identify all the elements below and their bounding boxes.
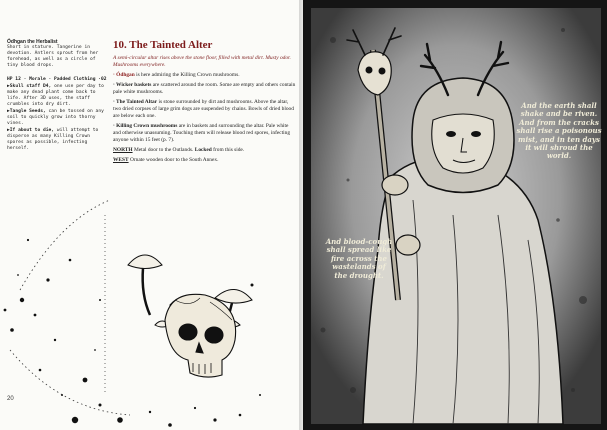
skull-mushroom-illustration (0, 180, 303, 430)
room-paragraph (113, 123, 296, 144)
left-page (0, 0, 303, 430)
prophecy-quote-bottom: And blood-cough shall spread like fire across the wastelands of the drought. (325, 237, 393, 280)
npc-name: Ódhgan the Herbalist (7, 39, 58, 45)
exit-north (113, 147, 296, 154)
exit-text: Metal door to the Outlands. (133, 147, 194, 153)
paragraph-text: are scattered around the room. Some are empty and others contain pale white mushrooms. (113, 82, 296, 95)
paragraph-lead: · Killing Crown mushrooms (113, 123, 178, 129)
exit-direction: WEST (113, 157, 129, 163)
npc-bullet-text: will attempt to disperse as many Killing Crown spores as possible, infecting herself. (7, 128, 99, 151)
npc-bullet: ▶If about to die, will attempt to disperse as many Killing Crown spores as possible, infecting herself. (7, 128, 99, 151)
paragraph-text: is here admiring the Killing Crown mushrooms. (136, 72, 240, 78)
exit-west (113, 157, 296, 164)
page-number: 20 (7, 396, 14, 402)
room-paragraph (113, 82, 296, 96)
paragraph-text: is stone surrounded by dirt and mushrooms. Above the altar, two dried corpses of large grim dogs are suspended by chains. Bowls of dried blood are below each one. (113, 99, 294, 119)
room-title: 10. The Tainted Alter (113, 39, 213, 51)
paragraph-text: are in baskets and surrounding the altar. Pale white and otherwise unassuming. Touching them will release blood red spores, infecting anyone within 15 feet (p. 7). (113, 123, 291, 143)
room-intro: A semi-circular altar rises above the stone floor, filled with metal dirt. Musty odor. Mushrooms everywhere. (113, 55, 291, 68)
paragraph-lead: · Ódhgan (113, 72, 135, 78)
npc-sidebar (7, 39, 107, 152)
npc-bullet-text: one use per day to make any dead plant come back to life. After 3D uses, the staff crumbles into dry dirt. (7, 84, 104, 107)
npc-bullet: ▶Skull staff D4, one use per day to make any dead plant come back to life. After 3D uses, the staff crumbles into dry dirt. (7, 84, 104, 107)
npc-description: Short in stature. Tangerine in devotion. Antlers sprout from her forehead, as well as a circle of tiny blood drops. (7, 45, 99, 68)
room-paragraph (113, 72, 296, 79)
room-description (113, 39, 296, 167)
npc-bullet-label: Skull staff D4, (9, 84, 52, 89)
paragraph-lead: · The Tainted Altar (113, 99, 158, 105)
prophecy-quote-top: And the earth shall shake and be riven. And from the cracks shall rise a poisonous mist, and in ten days it will shroud the world. (516, 101, 602, 161)
npc-bullet-label: If about to die, (9, 128, 55, 133)
antlered-crone-illustration (303, 0, 607, 430)
exit-tail: from this side. (213, 147, 245, 153)
exit-text: Ornate wooden door to the South Annex. (129, 157, 219, 163)
npc-bullet-label: Tangle Seeds, (9, 109, 46, 114)
right-page (303, 0, 607, 430)
npc-stats: HP 12 · Morale · Padded Clothing ·02 (7, 77, 107, 82)
exit-direction: NORTH (113, 147, 133, 153)
paragraph-lead: · Wicker baskets (113, 82, 152, 88)
npc-bullet: ▶Tangle Seeds, can be tossed on any soil to quickly grow into thorny vines. (7, 109, 104, 126)
room-paragraph (113, 99, 296, 120)
exit-tag: Locked (194, 147, 212, 153)
npc-bullet-text: can be tossed on any soil to quickly grow into thorny vines. (7, 109, 104, 126)
